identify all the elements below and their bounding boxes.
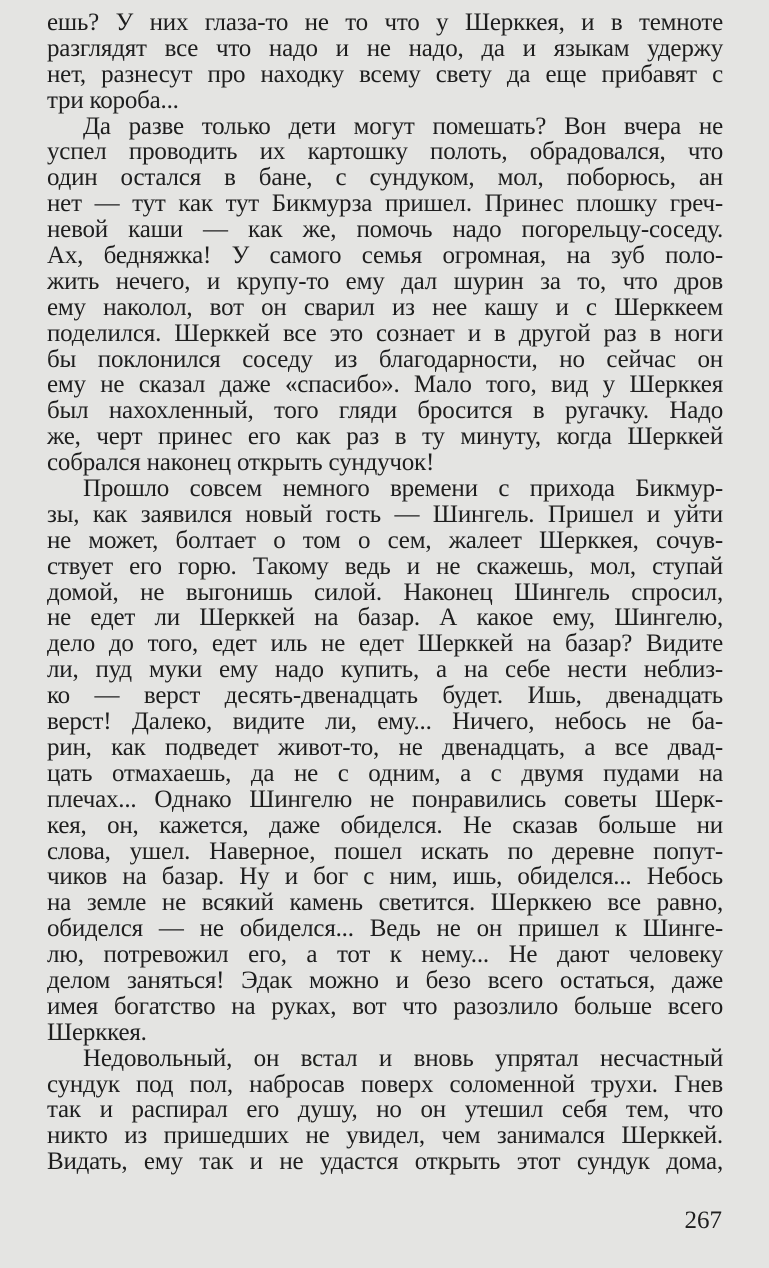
text-line: ко — верст десять-двенадцать будет. Ишь, двенадцать bbox=[47, 682, 723, 710]
text-line: Видать, ему так и не удастся открыть этот сундук дома, bbox=[47, 1148, 723, 1176]
text-line: дело до того, едет иль не едет Шерккей на базар? Видите bbox=[47, 630, 723, 658]
text-line: чиков на базар. Ну и бог с ним, ишь, обиделся... Небось bbox=[47, 863, 723, 891]
text-line: ему наколол, вот он сварил из нее кашу и с Шерккеем bbox=[47, 293, 723, 321]
text-line: успел проводить их картошку полоть, обрадовался, что bbox=[47, 138, 723, 166]
text-line: слова, ушел. Наверное, пошел искать по деревне попут- bbox=[47, 837, 723, 865]
text-line: Шерккея. bbox=[47, 1018, 147, 1046]
text-line: ствует его горю. Такому ведь и не скажешь, мол, ступай bbox=[47, 552, 723, 580]
text-line: Прошло совсем немного времени с прихода Бикмур- bbox=[83, 475, 723, 503]
page-number: 267 bbox=[684, 1207, 722, 1234]
text-line: на земле не всякий камень светится. Шерккею все равно, bbox=[47, 889, 723, 917]
text-line: сундук под пол, набросав поверх соломенной трухи. Гнев bbox=[47, 1070, 723, 1098]
text-line: рин, как подведет живот-то, не двенадцать, а все двад- bbox=[47, 733, 723, 761]
text-line: зы, как заявился новый гость — Шингель. Пришел и уйти bbox=[47, 500, 723, 528]
text-line: три короба... bbox=[47, 86, 179, 114]
text-line: верст! Далеко, видите ли, ему... Ничего, небось не ба- bbox=[47, 708, 723, 736]
text-line: разглядят все что надо и не надо, да и языкам удержу bbox=[47, 34, 723, 62]
text-line: никто из пришедших не увидел, чем занимался Шерккей. bbox=[47, 1122, 723, 1150]
text-line: один остался в бане, с сундуком, мол, поборюсь, ан bbox=[47, 164, 723, 192]
paragraph bbox=[47, 114, 723, 476]
paragraph bbox=[47, 10, 723, 114]
text-line: цать отмахаешь, да не с одним, а с двумя пудами на bbox=[47, 759, 723, 787]
text-line: делом заняться! Эдак можно и безо всего остаться, даже bbox=[47, 966, 723, 994]
text-line: нет, разнесут про находку всему свету да еще прибавят с bbox=[47, 60, 723, 88]
text-line: так и распирал его душу, но он утешил себя тем, что bbox=[47, 1096, 723, 1124]
text-line: Да разве только дети могут помешать? Вон вчера не bbox=[83, 112, 723, 140]
text-line: лю, потревожил его, а тот к нему... Не дают человеку bbox=[47, 941, 723, 969]
page-body bbox=[47, 10, 723, 1175]
text-line: был нахохленный, того гляди бросится в ругачку. Надо bbox=[47, 397, 723, 425]
text-line: невой каши — как же, помочь надо погорельцу-соседу. bbox=[47, 216, 723, 244]
text-line: жить нечего, и крупу-то ему дал шурин за то, что дров bbox=[47, 267, 723, 295]
text-line: плечах... Однако Шингелю не понравились советы Шерк- bbox=[47, 785, 723, 813]
text-line: обиделся — не обиделся... Ведь не он пришел к Шинге- bbox=[47, 915, 723, 943]
text-line: ли, пуд муки ему надо купить, а на себе нести неблиз- bbox=[47, 656, 723, 684]
text-line: нет — тут как тут Бикмурза пришел. Принес плошку греч- bbox=[47, 190, 723, 218]
text-line: поделился. Шерккей все это сознает и в другой раз в ноги bbox=[47, 319, 723, 347]
text-line: домой, не выгонишь силой. Наконец Шингель спросил, bbox=[47, 578, 723, 606]
text-line: Недовольный, он встал и вновь упрятал несчастный bbox=[83, 1044, 723, 1072]
text-line: имея богатство на руках, вот что разозлило больше всего bbox=[47, 992, 723, 1020]
text-line: не может, болтает о том о сем, жалеет Шерккея, сочув- bbox=[47, 526, 723, 554]
text-line: ешь? У них глаза-то не то что у Шерккея, и в темноте bbox=[47, 9, 723, 36]
text-line: Ах, бедняжка! У самого семья огромная, на зуб поло- bbox=[47, 242, 723, 270]
paragraph bbox=[47, 476, 723, 1046]
paragraph bbox=[47, 1046, 723, 1175]
text-line: же, черт принес его как раз в ту минуту, когда Шерккей bbox=[47, 423, 723, 451]
text-line: ему не сказал даже «спасибо». Мало того, вид у Шерккея bbox=[47, 371, 723, 399]
text-line: собрался наконец открыть сундучок! bbox=[47, 449, 435, 477]
text-line: не едет ли Шерккей на базар. А какое ему, Шингелю, bbox=[47, 604, 723, 632]
text-line: бы поклонился соседу из благодарности, но сейчас он bbox=[47, 345, 723, 373]
text-line: кея, он, кажется, даже обиделся. Не сказав больше ни bbox=[47, 811, 723, 839]
